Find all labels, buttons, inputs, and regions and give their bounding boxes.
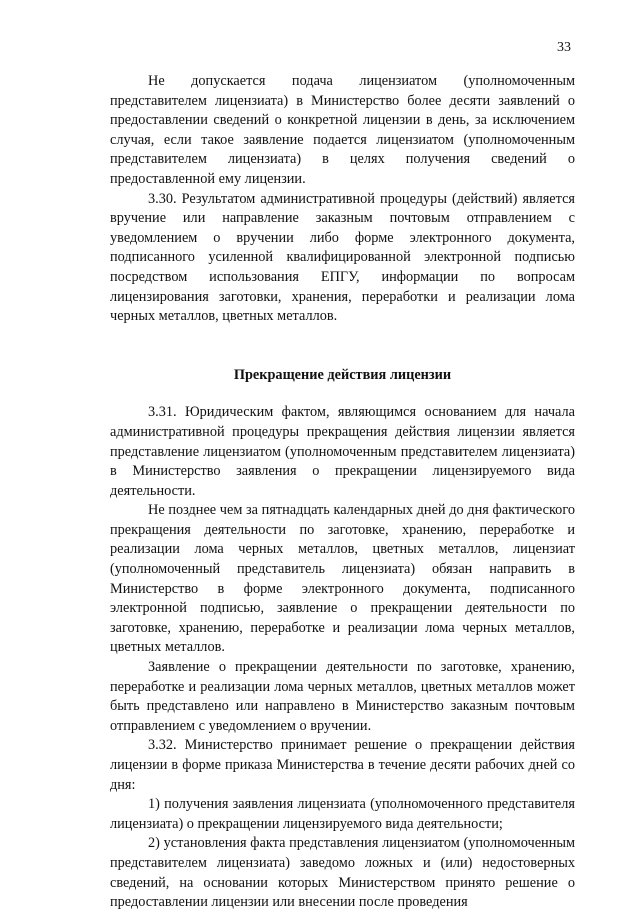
list-item-2: 2) установления факта представления лицензиатом (уполномоченным представителем лицензиата) заведомо ложных и (или) недостоверных сведений, на основании которых Министерством принято решение о предоставлении лицензии или внесении после проведения xyxy=(110,835,575,911)
paragraph-postal-submission: Заявление о прекращении деятельности по заготовке, хранению, переработке и реализации лома черных металлов, цветных металлов может быть представлено или направлено в Министерство заказным почтовым отправлением с уведомлением о вручении. xyxy=(110,659,575,734)
document-body xyxy=(110,72,575,913)
spacer xyxy=(110,385,575,403)
list-item-1: 1) получения заявления лицензиата (уполномоченного представителя лицензиата) о прекращении лицензируемого вида деятельности; xyxy=(110,796,575,832)
paragraph-submission-limit: Не допускается подача лицензиатом (уполномоченным представителем лицензиата) в Министерство более десяти заявлений о предоставлении сведений о конкретной лицензии в день, за исключением случая, если такое заявление подается лицензиатом (уполномоченным представителем лицензиата) в целях получения сведений о предоставленной ему лицензии. xyxy=(110,73,575,187)
spacer xyxy=(110,327,575,366)
page-number: 33 xyxy=(557,40,571,55)
section-heading: Прекращение действия лицензии xyxy=(233,366,452,383)
paragraph-fifteen-days: Не позднее чем за пятнадцать календарных дней до дня фактического прекращения деятельности по заготовке, хранению, переработке и реализации лома черных металлов, цветных металлов, лицензиат (уполномоченный представитель лицензиата) обязан направить в Министерство в форме электронного документа, подписанного электронной подписью, заявление о прекращении деятельности по заготовке, хранению, переработке и реализации лома черных металлов, цветных металлов. xyxy=(110,502,575,656)
paragraph-3-31: 3.31. Юридическим фактом, являющимся основанием для начала административной процедуры прекращения действия лицензии является представление лицензиатом (уполномоченным представителем лицензиата) в Министерство заявления о прекращении лицензируемого вида деятельности. xyxy=(110,404,575,499)
paragraph-3-30: 3.30. Результатом административной процедуры (действий) является вручение или направление заказным почтовым отправлением с уведомлением о вручении либо форме электронного документа, подписанного усиленной квалифицированной электронной подписью посредством использования ЕПГУ, информации по вопросам лицензирования заготовки, хранения, переработки и реализации лома черных металлов, цветных металлов. xyxy=(110,190,575,325)
paragraph-3-32: 3.32. Министерство принимает решение о прекращении действия лицензии в форме приказа Министерства в течение десяти рабочих дней со дня: xyxy=(110,737,575,793)
